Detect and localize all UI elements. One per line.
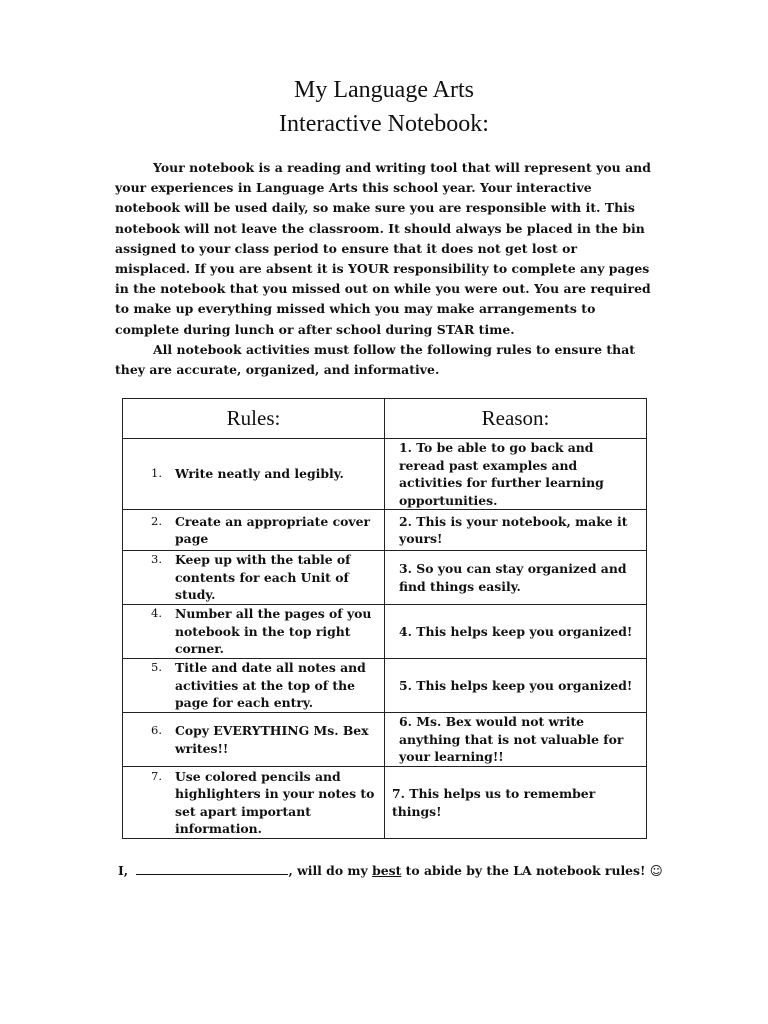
rule-number: 3. xyxy=(151,552,162,567)
rule-text: Keep up with the table of contents for each Unit of study. xyxy=(175,552,351,603)
rule-cell xyxy=(123,659,385,713)
rule-cell xyxy=(123,605,385,659)
rules-header: Rules: xyxy=(123,399,385,439)
reason-header: Reason: xyxy=(385,399,647,439)
smiley-icon: ☺ xyxy=(649,863,663,878)
reason-cell xyxy=(385,605,647,659)
table-row xyxy=(123,439,647,510)
table-row xyxy=(123,659,647,713)
rule-number: 6. xyxy=(151,723,162,737)
reason-cell xyxy=(385,551,647,605)
rule-text: Use colored pencils and highlighters in your notes to set apart important information. xyxy=(175,768,375,836)
reason-cell xyxy=(385,510,647,551)
rule-number: 4. xyxy=(151,606,162,621)
rule-text: Title and date all notes and activities at the top of the page for each entry. xyxy=(175,660,366,711)
rule-number: 2. xyxy=(151,513,162,528)
page-title-line1: My Language Arts xyxy=(294,77,474,103)
rules-intro-text: All notebook activities must follow the following rules to ensure that they are accurate, organized, and informative. xyxy=(115,342,636,378)
rule-cell xyxy=(123,713,385,767)
name-blank[interactable] xyxy=(136,862,288,875)
reason-text: 4. This helps keep you organized! xyxy=(399,623,633,639)
intro-paragraph xyxy=(115,158,655,340)
rules-table xyxy=(122,398,647,839)
intro-text: Your notebook is a reading and writing tool that will represent you and your experiences in Language Arts this school year. Your interactive notebook will be used daily, so make sure you are responsible with it. This notebook will not leave the classroom. It should always be placed in the bin assigned to your class period to ensure that it does not get lost or misplaced. If you are absent it is YOUR responsibility to complete any pages in the notebook that you missed out on while you were out. You are required to make up everything missed which you may make arrangements to complete during lunch or after school during STAR time. xyxy=(115,160,651,337)
reason-text: 2. This is your notebook, make it yours! xyxy=(399,513,628,546)
rule-text: Write neatly and legibly. xyxy=(175,466,344,482)
pledge-suffix: to abide by the LA notebook rules! xyxy=(405,863,646,878)
pledge-line xyxy=(118,862,663,880)
rule-number: 7. xyxy=(151,768,162,783)
rule-text: Number all the pages of you notebook in the top right corner. xyxy=(175,606,372,657)
pledge-emphasis: best xyxy=(372,863,402,878)
rule-cell xyxy=(123,767,385,839)
reason-text: 7. This helps us to remember things! xyxy=(392,786,596,819)
reason-text: 3. So you can stay organized and find things easily. xyxy=(399,561,627,594)
rule-cell xyxy=(123,510,385,551)
reason-text: 6. Ms. Bex would not write anything that is not valuable for your learning!! xyxy=(399,714,624,765)
reason-cell xyxy=(385,439,647,510)
rule-text: Create an appropriate cover page xyxy=(175,513,370,546)
table-header-row xyxy=(123,399,647,439)
table-row xyxy=(123,510,647,551)
table-row xyxy=(123,551,647,605)
reason-text: 1. To be able to go back and reread past examples and activities for further learning opportunities. xyxy=(399,440,604,508)
table-row xyxy=(123,713,647,767)
reason-cell xyxy=(385,659,647,713)
reason-text: 5. This helps keep you organized! xyxy=(399,677,633,693)
page-title-line2: Interactive Notebook: xyxy=(279,111,489,137)
rule-text: Copy EVERYTHING Ms. Bex writes!! xyxy=(175,723,369,756)
table-row xyxy=(123,767,647,839)
reason-cell xyxy=(385,713,647,767)
rule-cell xyxy=(123,439,385,510)
rule-cell xyxy=(123,551,385,605)
table-row xyxy=(123,605,647,659)
rule-number: 5. xyxy=(151,660,162,675)
pledge-prefix: I, xyxy=(118,863,129,878)
rules-intro-paragraph xyxy=(115,340,655,380)
rule-number: 1. xyxy=(151,466,162,481)
reason-cell xyxy=(385,767,647,839)
pledge-middle: , will do my xyxy=(288,863,368,878)
